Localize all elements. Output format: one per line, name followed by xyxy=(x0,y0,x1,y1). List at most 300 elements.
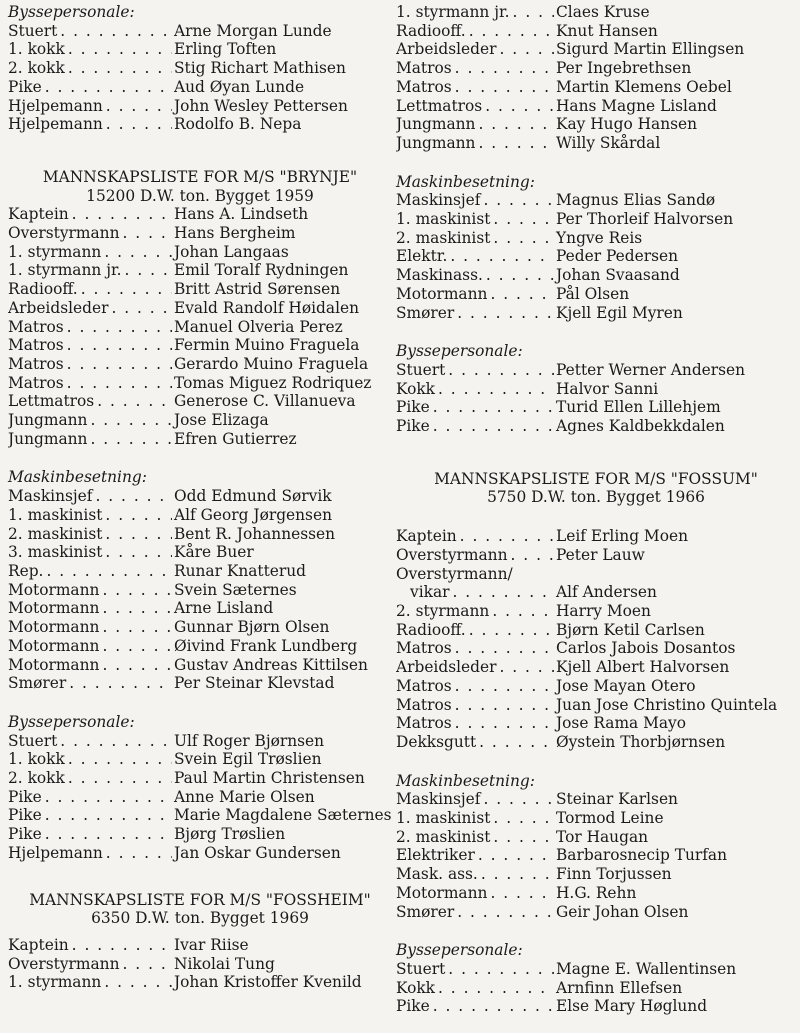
crew-name: Per Thorleif Halvorsen xyxy=(556,210,734,229)
crew-row xyxy=(396,696,796,715)
crew-row xyxy=(8,973,392,992)
crew-name: Johan Kristoffer Kvenild xyxy=(174,973,362,992)
crew-name: Bent R. Johannessen xyxy=(174,524,336,543)
section-heading: Maskinbesetning: xyxy=(8,468,147,487)
left-column xyxy=(8,3,392,992)
crew-role: Arbeidsleder xyxy=(396,40,497,59)
dot-leader xyxy=(102,543,172,562)
crew-row xyxy=(396,40,796,59)
crew-row xyxy=(8,115,392,134)
crew-role: Pike xyxy=(8,787,42,806)
crew-role: Matros xyxy=(8,336,64,355)
crew-role-cell xyxy=(8,955,172,974)
dot-leader xyxy=(475,846,554,865)
crew-name: Sigurd Martin Ellingsen xyxy=(556,40,745,59)
crew-role-cell xyxy=(8,674,172,693)
crew-row xyxy=(396,229,796,248)
crew-role-cell xyxy=(8,355,172,374)
crew-row xyxy=(8,59,392,78)
crew-name: Stig Richart Mathisen xyxy=(174,59,346,78)
crew-role-cell xyxy=(8,243,172,262)
crew-row xyxy=(396,903,796,922)
section-gap xyxy=(8,448,392,468)
crew-role: Hjelpemann xyxy=(8,843,103,862)
crew-row xyxy=(396,960,796,979)
dot-leader xyxy=(87,411,172,430)
crew-row xyxy=(8,205,392,224)
crew-row xyxy=(396,658,796,677)
crew-name: Evald Randolf Høidalen xyxy=(174,298,360,317)
crew-row xyxy=(396,790,796,809)
dot-leader xyxy=(452,59,554,78)
crew-row xyxy=(396,361,796,380)
crew-role-cell xyxy=(8,374,172,393)
crew-role-cell xyxy=(8,318,172,337)
dot-leader xyxy=(496,658,554,677)
crew-name: Manuel Olveria Perez xyxy=(174,317,343,336)
crew-row xyxy=(396,115,796,134)
crew-role-cell xyxy=(8,525,172,544)
crew-row xyxy=(8,769,392,788)
crew-role: Stuert xyxy=(396,959,446,978)
crew-name: Gustav Andreas Kittilsen xyxy=(174,655,368,674)
crew-role-cell xyxy=(396,247,554,266)
crew-role: 2. styrmann xyxy=(396,601,490,620)
ship-title: 6350 D.W. ton. Bygget 1969 xyxy=(91,909,309,928)
crew-row xyxy=(8,78,392,97)
crew-role: Motormann xyxy=(8,618,100,637)
crew-row xyxy=(8,844,392,863)
crew-name: Claes Kruse xyxy=(556,3,650,21)
crew-role-cell xyxy=(396,546,554,565)
crew-role: Elektr. xyxy=(396,247,448,266)
crew-role-cell xyxy=(8,656,172,675)
crew-row xyxy=(8,40,392,59)
crew-role: Hjelpemann xyxy=(8,96,103,115)
crew-row xyxy=(396,59,796,78)
crew-role-cell xyxy=(8,22,172,41)
crew-role-cell xyxy=(8,750,172,769)
dot-leader xyxy=(99,581,172,600)
crew-role: Motormann xyxy=(8,636,100,655)
crew-role: Lettmatros xyxy=(8,392,95,411)
section-heading: Byssepersonale: xyxy=(8,3,135,21)
crew-role: Overstyrmann xyxy=(8,224,120,243)
dot-leader xyxy=(480,191,554,210)
dot-leader xyxy=(42,78,172,97)
crew-name: Peter Lauw xyxy=(556,545,645,564)
dot-leader xyxy=(65,40,172,59)
crew-role-cell xyxy=(396,285,554,304)
crew-role: Radiooff. xyxy=(396,21,466,40)
dot-leader xyxy=(65,769,172,788)
crew-row xyxy=(396,527,796,546)
dot-leader xyxy=(487,884,554,903)
dot-leader xyxy=(101,243,172,262)
crew-name: Erling Toften xyxy=(174,40,277,59)
crew-role-cell xyxy=(8,973,172,992)
crew-role-cell xyxy=(396,602,554,621)
crew-name: Alf Andersen xyxy=(556,583,657,602)
section-heading: Byssepersonale: xyxy=(396,941,523,960)
crew-row xyxy=(8,581,392,600)
crew-role: Kaptein xyxy=(396,527,457,546)
crew-role: Stuert xyxy=(8,731,58,750)
crew-name: Paul Martin Christensen xyxy=(174,769,365,788)
dot-leader xyxy=(65,59,172,78)
crew-role-cell xyxy=(8,769,172,788)
crew-role: Motormann xyxy=(8,655,100,674)
dot-leader xyxy=(57,22,172,41)
crew-row xyxy=(8,543,392,562)
section-gap xyxy=(396,322,796,342)
crew-role: 1. styrmann xyxy=(8,973,102,992)
section-gap xyxy=(396,153,796,173)
dot-leader xyxy=(64,374,172,393)
dot-leader xyxy=(475,134,554,153)
crew-row xyxy=(396,828,796,847)
dot-leader xyxy=(69,205,172,224)
crew-row xyxy=(396,809,796,828)
crew-name: Leif Erling Moen xyxy=(556,527,688,546)
crew-name: Johan Langaas xyxy=(174,242,289,261)
dot-leader xyxy=(57,732,172,751)
dot-leader xyxy=(64,336,172,355)
crew-role: Motormann xyxy=(8,580,100,599)
crew-role: Overstyrmann xyxy=(396,545,508,564)
crew-row xyxy=(8,936,392,955)
crew-role-cell xyxy=(8,97,172,116)
section-gap xyxy=(396,921,796,941)
crew-name: Jose Rama Mayo xyxy=(556,714,687,733)
dot-leader xyxy=(487,285,554,304)
crew-role: Pike xyxy=(8,77,42,96)
crew-row xyxy=(8,750,392,769)
crew-name: Britt Astrid Sørensen xyxy=(174,280,341,299)
crew-role: Matros xyxy=(396,639,452,658)
crew-row xyxy=(8,674,392,693)
crew-role-cell xyxy=(8,336,172,355)
dot-leader xyxy=(478,865,554,884)
dot-leader xyxy=(66,674,172,693)
crew-name: Carlos Jabois Dosantos xyxy=(556,639,736,658)
crew-row xyxy=(8,336,392,355)
crew-name: Gerardo Muino Fraguela xyxy=(174,354,369,373)
crew-name: Halvor Sanni xyxy=(556,379,659,398)
crew-row xyxy=(8,599,392,618)
dot-leader xyxy=(103,97,172,116)
crew-name: Per Ingebrethsen xyxy=(556,59,692,78)
crew-role: Matros xyxy=(396,714,452,733)
crew-name: Ulf Roger Bjørnsen xyxy=(174,731,325,750)
crew-row xyxy=(396,380,796,399)
crew-role-cell xyxy=(396,960,554,979)
crew-role-cell xyxy=(396,828,554,847)
crew-role: 1. styrmann jr. xyxy=(8,261,122,280)
crew-role-cell xyxy=(396,809,554,828)
crew-role: 2. maskinist xyxy=(396,827,491,846)
right-column xyxy=(396,3,796,1016)
dot-leader xyxy=(452,78,554,97)
crew-role-cell xyxy=(396,304,554,323)
crew-role-cell xyxy=(396,210,554,229)
crew-role: 2. maskinist xyxy=(8,524,103,543)
crew-role: Maskinsjef xyxy=(8,487,93,506)
section-gap xyxy=(396,507,796,527)
crew-role: Kokk xyxy=(396,978,436,997)
crew-row xyxy=(8,224,392,243)
dot-leader xyxy=(108,299,172,318)
crew-role-cell xyxy=(396,40,554,59)
dot-leader xyxy=(92,487,172,506)
crew-name: Kjell Albert Halvorsen xyxy=(556,658,730,677)
crew-row xyxy=(396,602,796,621)
dot-leader xyxy=(489,602,554,621)
dot-leader xyxy=(490,210,554,229)
crew-role-cell xyxy=(396,733,554,752)
crew-role-cell xyxy=(8,411,172,430)
crew-role-cell xyxy=(396,417,554,436)
crew-role: Pike xyxy=(396,417,430,436)
crew-role-cell xyxy=(8,581,172,600)
crew-role-cell xyxy=(396,191,554,210)
crew-role: Pike xyxy=(8,825,42,844)
crew-role: Kokk xyxy=(396,379,436,398)
crew-name: Jose Elizaga xyxy=(174,411,269,430)
dot-leader xyxy=(430,417,554,436)
dot-leader xyxy=(482,97,554,116)
crew-name: Runar Knatterud xyxy=(174,561,307,580)
section-heading: Maskinbesetning: xyxy=(396,172,535,191)
crew-role: 1. maskinist xyxy=(8,505,103,524)
crew-name: Per Steinar Klevstad xyxy=(174,674,335,693)
dot-leader xyxy=(480,790,554,809)
crew-role-cell xyxy=(8,936,172,955)
crew-role: 1. styrmann jr. xyxy=(396,3,510,21)
crew-role-cell xyxy=(396,846,554,865)
crew-row xyxy=(396,714,796,733)
dot-leader xyxy=(42,788,172,807)
crew-row xyxy=(396,97,796,116)
crew-row xyxy=(396,210,796,229)
crew-row xyxy=(8,637,392,656)
crew-name: Øivind Frank Lundberg xyxy=(174,636,358,655)
crew-role: Overstyrmann/ xyxy=(396,564,513,583)
crew-name: Svein Sæternes xyxy=(174,580,297,599)
crew-row xyxy=(396,22,796,41)
crew-name: Barbarosnecip Turfan xyxy=(556,846,728,865)
dot-leader xyxy=(475,115,554,134)
crew-role: Arbeidsleder xyxy=(396,658,497,677)
crew-name: Kay Hugo Hansen xyxy=(556,115,698,134)
dot-leader xyxy=(430,997,554,1016)
crew-row xyxy=(396,997,796,1016)
crew-role: Motormann xyxy=(8,599,100,618)
crew-name: Pål Olsen xyxy=(556,284,630,303)
crew-role-cell xyxy=(396,979,554,998)
dot-leader xyxy=(120,955,172,974)
crew-name: Finn Torjussen xyxy=(556,865,672,884)
crew-name: Arnfinn Ellefsen xyxy=(556,978,683,997)
crew-row xyxy=(396,247,796,266)
crew-row xyxy=(8,618,392,637)
crew-row xyxy=(8,525,392,544)
crew-name: Juan Jose Christino Quintela xyxy=(556,695,778,714)
crew-name xyxy=(554,565,796,584)
crew-role: Lettmatros xyxy=(396,96,483,115)
crew-row xyxy=(396,865,796,884)
crew-role: Jungmann xyxy=(8,411,88,430)
crew-role: 1. kokk xyxy=(8,750,65,769)
crew-row xyxy=(8,392,392,411)
crew-role: Mask. ass. xyxy=(396,865,478,884)
dot-leader xyxy=(490,809,554,828)
crew-role: 1. kokk xyxy=(8,40,65,59)
crew-role-cell xyxy=(8,78,172,97)
crew-role: Stuert xyxy=(396,360,446,379)
crew-row xyxy=(8,955,392,974)
crew-role-cell xyxy=(8,59,172,78)
crew-role: vikar xyxy=(410,583,450,602)
dot-leader xyxy=(445,361,554,380)
dot-leader xyxy=(447,247,554,266)
crew-role-cell xyxy=(396,3,554,22)
crew-role-cell xyxy=(396,229,554,248)
crew-role: Rep. xyxy=(8,561,44,580)
crew-role: Stuert xyxy=(8,21,58,40)
dot-leader xyxy=(101,973,172,992)
ship-title: 5750 D.W. ton. Bygget 1966 xyxy=(487,488,705,507)
crew-role: Matros xyxy=(8,373,64,392)
crew-role-cell xyxy=(8,392,172,411)
crew-role-cell xyxy=(396,865,554,884)
crew-row xyxy=(396,583,796,602)
crew-name: Odd Edmund Sørvik xyxy=(174,487,332,506)
crew-name: Else Mary Høglund xyxy=(556,997,708,1016)
dot-leader xyxy=(122,261,172,280)
crew-row xyxy=(8,430,392,449)
crew-role-cell xyxy=(8,732,172,751)
crew-role-cell xyxy=(8,115,172,134)
crew-name: Ivar Riise xyxy=(174,935,249,954)
crew-row xyxy=(8,506,392,525)
dot-leader xyxy=(120,224,172,243)
dot-leader xyxy=(452,696,554,715)
crew-role: Pike xyxy=(8,806,42,825)
dot-leader xyxy=(449,583,554,602)
crew-row xyxy=(8,656,392,675)
crew-name: Marie Magdalene Sæternes xyxy=(174,806,392,825)
dot-leader xyxy=(87,430,172,449)
crew-row xyxy=(396,191,796,210)
crew-row xyxy=(396,134,796,153)
crew-role-cell xyxy=(8,825,172,844)
dot-leader xyxy=(454,903,554,922)
dot-leader xyxy=(452,639,554,658)
crew-row xyxy=(396,266,796,285)
dot-leader xyxy=(496,40,554,59)
crew-name: Tormod Leine xyxy=(556,809,664,828)
crew-role-cell xyxy=(396,361,554,380)
dot-leader xyxy=(466,22,554,41)
dot-leader xyxy=(457,527,554,546)
crew-role-cell xyxy=(8,280,172,299)
crew-role-cell xyxy=(396,398,554,417)
crew-role: Matros xyxy=(396,77,452,96)
dot-leader xyxy=(64,355,172,374)
dot-leader xyxy=(42,806,172,825)
crew-name: Øystein Thorbjørnsen xyxy=(556,732,726,751)
crew-name: Magnus Elias Sandø xyxy=(556,191,716,210)
crew-name: Steinar Karlsen xyxy=(556,790,678,809)
crew-role-cell xyxy=(396,115,554,134)
crew-role: Jungmann xyxy=(396,115,476,134)
crew-name: Agnes Kaldbekkdalen xyxy=(556,417,725,436)
section-gap xyxy=(8,928,392,936)
dot-leader xyxy=(102,506,172,525)
dot-leader xyxy=(103,844,172,863)
crew-name: Hans Magne Lisland xyxy=(556,96,717,115)
crew-role-cell xyxy=(8,430,172,449)
crew-name: Johan Svaasand xyxy=(556,266,680,285)
crew-role: 1. maskinist xyxy=(396,210,491,229)
crew-role-cell xyxy=(396,565,554,584)
dot-leader xyxy=(452,714,554,733)
crew-name: Martin Klemens Oebel xyxy=(556,77,732,96)
crew-name: Yngve Reis xyxy=(556,228,643,247)
ship-title: MANNSKAPSLISTE FOR M/S "FOSSHEIM" xyxy=(29,890,371,909)
section-gap xyxy=(8,693,392,713)
dot-leader xyxy=(99,618,172,637)
crew-role: 2. maskinist xyxy=(396,228,491,247)
crew-role: Pike xyxy=(396,997,430,1016)
crew-role-cell xyxy=(8,40,172,59)
dot-leader xyxy=(99,599,172,618)
crew-row xyxy=(8,806,392,825)
dot-leader xyxy=(508,546,554,565)
crew-role-cell xyxy=(8,224,172,243)
crew-role-cell xyxy=(8,806,172,825)
crew-row xyxy=(8,788,392,807)
crew-name: Generose C. Villanueva xyxy=(174,392,356,411)
crew-role-cell xyxy=(396,78,554,97)
crew-role-cell xyxy=(396,658,554,677)
dot-leader xyxy=(452,677,554,696)
dot-leader xyxy=(445,960,554,979)
crew-role-cell xyxy=(396,527,554,546)
crew-row xyxy=(396,398,796,417)
crew-name: Hans A. Lindseth xyxy=(174,205,309,224)
crew-row xyxy=(396,417,796,436)
section-gap xyxy=(396,436,796,470)
crew-role-cell xyxy=(8,506,172,525)
crew-row xyxy=(8,280,392,299)
crew-role-cell xyxy=(396,884,554,903)
crew-role: 1. styrmann xyxy=(8,242,102,261)
crew-row xyxy=(396,621,796,640)
crew-row xyxy=(8,732,392,751)
crew-role-cell xyxy=(396,790,554,809)
crew-row xyxy=(8,355,392,374)
crew-role-cell xyxy=(396,621,554,640)
crew-role-cell xyxy=(396,59,554,78)
crew-name: Bjørn Ketil Carlsen xyxy=(556,620,705,639)
dot-leader xyxy=(466,621,554,640)
dot-leader xyxy=(490,828,554,847)
crew-name: Rodolfo B. Nepa xyxy=(174,115,302,134)
crew-role: Arbeidsleder xyxy=(8,298,109,317)
crew-row xyxy=(8,243,392,262)
